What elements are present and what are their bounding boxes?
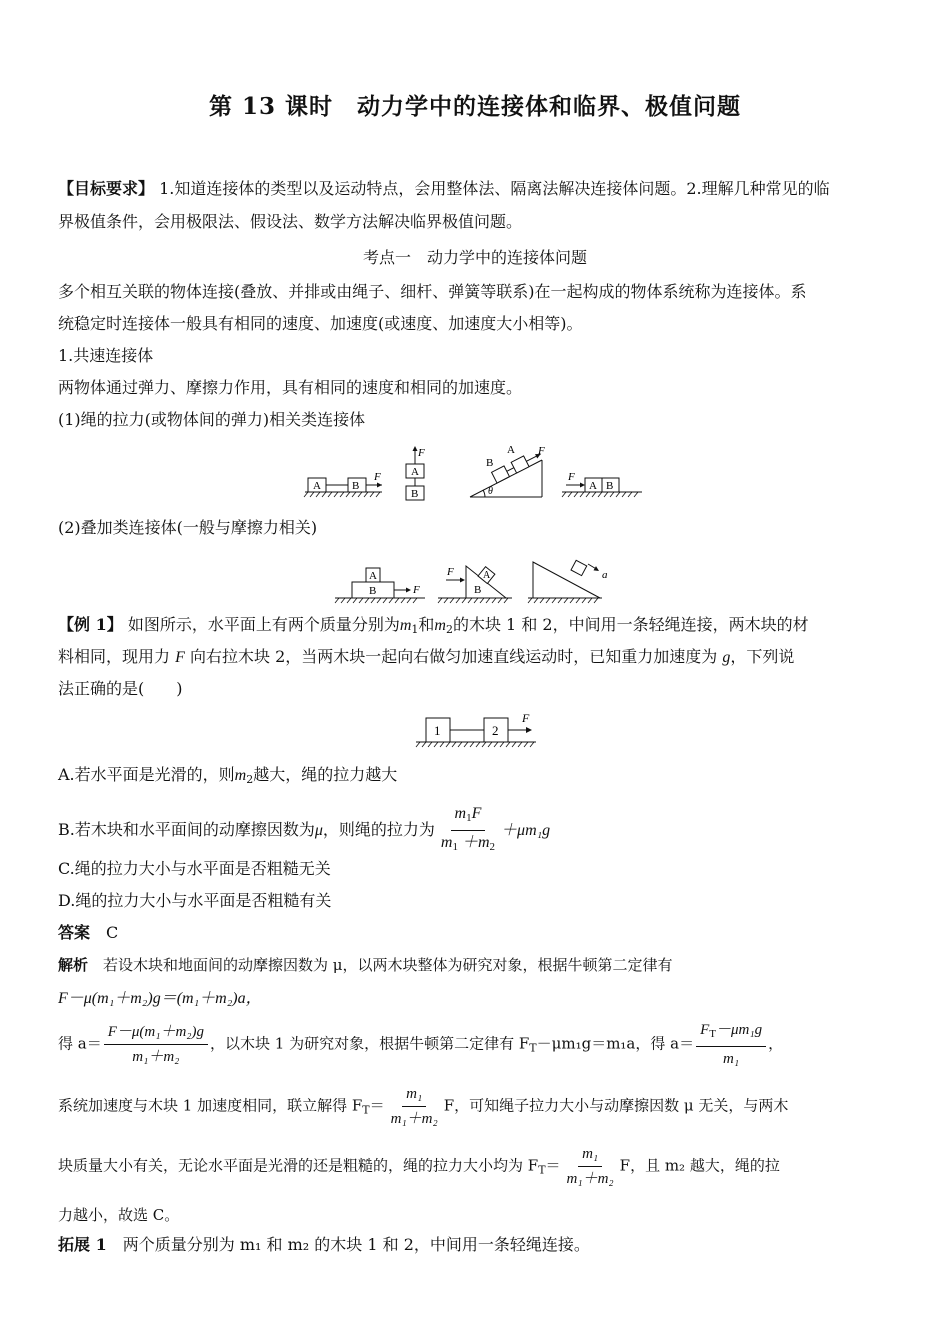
option-B-tail: ＋μm₁g	[501, 822, 551, 839]
var-m2: m	[434, 617, 446, 634]
analysis-line-5	[58, 1144, 890, 1194]
example1-line-1	[58, 614, 890, 641]
label-block-1: 1	[434, 723, 441, 738]
analysis-label: 解析	[58, 956, 89, 974]
extension-line	[58, 1234, 890, 1256]
analysis-eq-1: F－μ(m₁＋m₂)g＝(m₁＋m₂)a，	[58, 990, 262, 1007]
analysis-frac-1-den: m₁＋m₂	[132, 1049, 180, 1065]
label-F: F	[374, 471, 381, 483]
var-m1-sub: 1	[411, 623, 419, 636]
option-A-text-b: 越大，绳的拉力越大	[253, 765, 398, 784]
analysis-sub-T-4: T	[538, 1163, 546, 1177]
analysis-eq-sign-2: ＝	[545, 1156, 561, 1175]
analysis-frac-4-den: m₁＋m₂	[566, 1171, 614, 1187]
label-B-3: B	[486, 457, 494, 469]
option-D: D.绳的拉力大小与水平面是否粗糙有关	[58, 891, 332, 910]
label-B-2: B	[411, 488, 419, 500]
analysis-sub-T-1: T	[529, 1041, 537, 1055]
analysis-text-3b: ，以木块 1 为研究对象，根据牛顿第二定律有 F	[210, 1034, 530, 1053]
var-m2-sub: 2	[445, 623, 453, 636]
analysis-text-5a: 块质量大小有关，无论水平面是光滑的还是粗糙的，绳的拉力大小均为 F	[58, 1156, 539, 1175]
analysis-text-5b: F，且 m₂ 越大，绳的拉	[619, 1156, 780, 1175]
label-F-3: F	[538, 445, 545, 457]
option-A-var-sub: 2	[246, 773, 254, 786]
fig-wedge-block	[438, 566, 512, 603]
label-B: B	[352, 480, 360, 492]
analysis-text-3a: 得 a＝	[58, 1034, 102, 1053]
label-A-6: A	[483, 570, 491, 581]
stacked-bodies-figure	[330, 556, 620, 606]
label-B-6: B	[474, 584, 482, 596]
page-title: 第 13 课时 动力学中的连接体和临界、极值问题	[208, 93, 742, 120]
objective-line-1	[58, 178, 890, 200]
sub1-heading: (1)绳的拉力(或物体间的弹力)相关类连接体	[58, 410, 366, 429]
analysis-frac-4-num: m₁	[578, 1144, 602, 1167]
analysis-frac-3	[387, 1084, 442, 1129]
option-B-frac-den: $m_1 +m_2$	[440, 834, 496, 853]
analysis-frac-1-num: F－μ(m₁＋m₂)g	[104, 1022, 208, 1045]
analysis-text-4b: F，可知绳子拉力大小与动摩擦因数 μ 无关，与两木	[443, 1096, 789, 1115]
label-F-6: F	[447, 566, 454, 578]
label-A: A	[313, 480, 321, 492]
analysis-frac-2-den: m₁	[723, 1051, 740, 1067]
analysis-text-3c: －μm₁g＝m₁a，得 a＝	[536, 1034, 695, 1053]
label-theta: θ	[488, 486, 493, 497]
fig-horizontal-rope	[304, 471, 382, 497]
label-F-2: F	[418, 447, 425, 459]
extension-text: 两个质量分别为 m₁ 和 m₂ 的木块 1 和 2，中间用一条轻绳连接。	[122, 1235, 590, 1254]
example1-figure	[412, 710, 542, 750]
analysis-frac-2-num-tail: －μm₁g	[716, 1022, 763, 1038]
label-A-2: A	[411, 466, 419, 478]
extension-label: 拓展 1	[58, 1235, 107, 1254]
analysis-frac-3-num: m₁	[402, 1084, 426, 1107]
analysis-frac-4	[563, 1144, 618, 1189]
label-B-4: B	[606, 480, 614, 492]
label-F-5: F	[413, 584, 420, 596]
analysis-eq-sign-1: ＝	[369, 1096, 385, 1115]
intro-line-1: 多个相互关联的物体连接(叠放、并排或由绳子、细杆、弹簧等联系)在一起构成的物体系统称为连接体。系	[58, 282, 807, 301]
option-B-mu: μ	[314, 822, 323, 839]
analysis-frac-1	[104, 1022, 208, 1067]
example1-text-2c: ，下列说	[730, 647, 795, 666]
objective-line-2: 界极值条件，会用极限法、假设法、数学方法解决临界极值问题。	[58, 212, 523, 231]
section-heading: 考点一 动力学中的连接体问题	[362, 248, 587, 267]
option-C: C.绳的拉力大小与水平面是否粗糙无关	[58, 859, 331, 878]
analysis-frac-2-num	[696, 1020, 766, 1047]
option-A-text-a: A.若水平面是光滑的，则	[58, 765, 235, 784]
example1-text-1a: 如图所示，水平面上有两个质量分别为	[127, 615, 400, 634]
option-B-frac-num: $m_1F$	[451, 804, 486, 831]
example1-line-3: 法正确的是( )	[58, 679, 183, 698]
option-B	[58, 804, 890, 853]
label-block-2: 2	[492, 723, 499, 738]
example1-text-2b: 向右拉木块 2，当两木块一起向右做匀加速直线运动时，已知重力加速度为	[189, 647, 718, 666]
rope-connected-bodies-figure	[300, 442, 650, 502]
label-B-5: B	[369, 585, 377, 597]
analysis-text-1: 若设木块和地面间的动摩擦因数为 μ，以两木块整体为研究对象，根据牛顿第二定律有	[103, 956, 673, 974]
label-a: a	[602, 569, 608, 581]
answer-line	[58, 922, 890, 944]
fig-wedge-wall	[528, 560, 608, 603]
analysis-frac-3-den: m₁＋m₂	[390, 1111, 438, 1127]
analysis-line-4	[58, 1084, 890, 1134]
item1-heading: 1.共速连接体	[58, 346, 154, 365]
analysis-line-6: 力越小，故选 C。	[58, 1206, 180, 1224]
item1-text: 两物体通过弹力、摩擦力作用，具有相同的速度和相同的加速度。	[58, 378, 523, 397]
sub2-heading: (2)叠加类连接体(一般与摩擦力相关)	[58, 518, 318, 537]
fig-incline-rope	[470, 444, 545, 497]
var-g: g	[722, 649, 731, 666]
analysis-line-3: 得 a＝ $\frac{\text{F－μ(m₁＋m₂)g}}{\text{m₁＋m₂}}$ ，以木块 1 为研究对象，根据牛顿第二定律有 $F_T-\mu m_1g=m_1a$，得 a＝ $\frac{F_T-\mu m_1g}{\text{m₁}}$ ，	[58, 1022, 784, 1067]
example1-text-1c: 的木块 1 和 2，中间用一条轻绳连接，两木块的材	[452, 615, 809, 634]
example1-label: 【例 1】	[58, 615, 123, 634]
label-A-4: A	[589, 480, 597, 492]
fig-stacked-blocks	[335, 568, 425, 603]
option-A-var: m	[234, 767, 247, 784]
var-F: F	[175, 649, 185, 666]
example1-text-1b: 和	[418, 615, 435, 634]
analysis-sub-T-2: T	[709, 1028, 716, 1040]
analysis-line-1	[58, 954, 890, 976]
example1-text-2a: 料相同，现用力	[58, 647, 171, 666]
analysis-frac-2	[696, 1020, 766, 1069]
answer-value: C	[106, 923, 119, 942]
option-B-fraction	[437, 804, 499, 857]
answer-label: 答案	[58, 923, 91, 942]
option-A	[58, 764, 890, 791]
label-A-3: A	[507, 444, 515, 456]
example1-line-2	[58, 646, 890, 669]
intro-line-2: 统稳定时连接体一般具有相同的速度、加速度(或速度、加速度大小相等)。	[58, 314, 583, 333]
fig-push-bodies	[562, 471, 642, 497]
objective-text-1: 1.知道连接体的类型以及运动特点，会用整体法、隔离法解决连接体问题。2.理解几种常见的临	[159, 179, 830, 198]
option-B-text-b: ，则绳的拉力为	[322, 820, 435, 839]
objective-label: 【目标要求】	[58, 179, 155, 198]
var-m1: m	[399, 617, 412, 634]
analysis-text-4a: 系统加速度与木块 1 加速度相同，联立解得 F	[58, 1096, 363, 1115]
label-A-5: A	[369, 570, 377, 582]
analysis-frac-2-num-F: F	[700, 1022, 710, 1038]
label-F-7: F	[522, 711, 530, 725]
option-B-text-a: B.若木块和水平面间的动摩擦因数为	[58, 820, 315, 839]
fig-vertical-rope	[406, 446, 425, 500]
analysis-sub-T-3: T	[362, 1103, 370, 1117]
label-F-4: F	[568, 471, 575, 483]
